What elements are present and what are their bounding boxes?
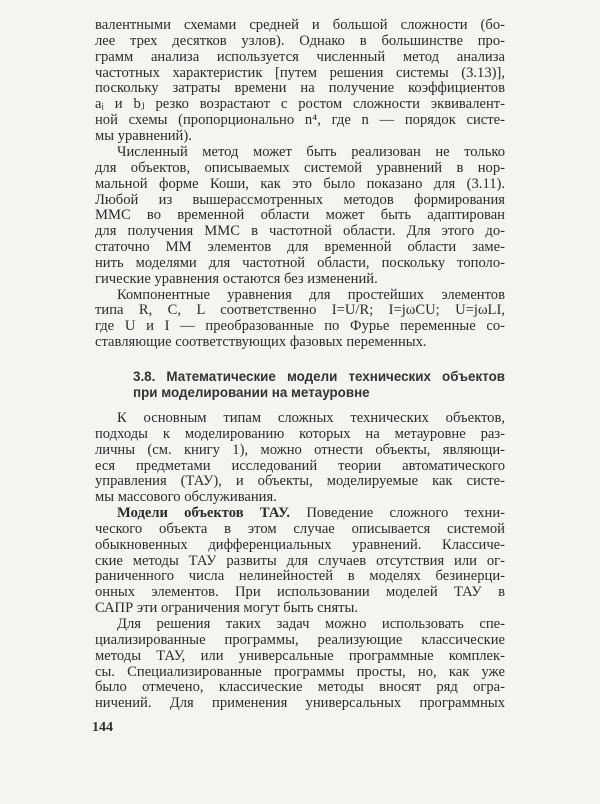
section-heading — [133, 369, 505, 401]
text-line: обыкновенных дифференциальных уравнений. Классиче- — [95, 536, 505, 553]
text-line: ничений. Для применения универсальных программных — [95, 695, 505, 712]
text-line: личны (см. книгу 1), можно отнести объекты, являющи- — [95, 441, 505, 458]
text-line: раниченного числа нелинейностей в моделях безинерци- — [95, 568, 505, 585]
text-line: для объектов, описываемых системой уравнений в нор- — [95, 159, 505, 176]
heading-line: 3.8. Математические модели технических объектов — [133, 369, 505, 384]
text-line: aᵢ и bⱼ резко возрастают с ростом сложности эквивалент- — [95, 96, 505, 113]
text-line: валентными схемами средней и большой сложности (бо- — [95, 17, 505, 33]
text-line: гические уравнения остаются без изменений. — [95, 270, 378, 287]
paragraph — [95, 145, 505, 288]
page-number: 144 — [92, 720, 113, 735]
text-line: нить моделями для частотной области, поскольку тополо- — [95, 254, 505, 271]
text-line: мальной форме Коши, как это было показано для (3.11). — [95, 175, 505, 192]
text-line: Любой из вышерассмотренных методов формирования — [95, 191, 505, 208]
text-line: циализированные программы, реализующие классические — [95, 631, 505, 648]
text-line: еся предметами исследований теории автоматического — [95, 457, 505, 474]
text-line: Для решения таких задач можно использовать спе- — [117, 616, 505, 632]
text-line: частотных характеристик [путем решения системы (3.13)], — [95, 64, 505, 81]
text-line: ной схемы (пропорционально n⁴, где n — порядок систе- — [95, 112, 505, 129]
text-line: ческого объекта в этом случае описывается системой — [95, 520, 505, 537]
paragraph — [95, 18, 505, 145]
run-in-heading: Модели объектов ТАУ. — [117, 505, 291, 521]
text-line: было отмечено, классические методы вносят ряд огра- — [95, 679, 505, 696]
paragraph — [95, 506, 505, 617]
text-line: ММС во временной области может быть адаптирован — [95, 207, 505, 224]
paragraph — [95, 617, 505, 712]
paragraph — [95, 288, 505, 351]
text-line: ставляющие соответствующих фазовых переменных. — [95, 334, 427, 351]
text-line: статочно ММ элементов для временно́й области заме- — [95, 239, 505, 256]
paragraph — [95, 411, 505, 506]
text-line: грамм анализа используется численный метод анализа — [95, 48, 505, 65]
text-line: САПР эти ограничения могут быть сняты. — [95, 600, 359, 617]
text-line: поскольку затраты времени на получение коэффициентов — [95, 80, 505, 97]
text-line: ские методы ТАУ развиты для случаев отсутствия или ог- — [95, 552, 505, 569]
text-line: онных элементов. При использовании моделей ТАУ в — [95, 584, 505, 601]
text-line: мы уравнений). — [95, 127, 192, 144]
text-line: мы массового обслуживания. — [95, 489, 277, 506]
heading-line: при моделировании на метауровне — [133, 385, 370, 400]
text-line: управления (ТАУ), и объекты, моделируемые как систе- — [95, 473, 505, 490]
text-line: типа R, C, L соответственно I=U/R; I=jωCU; U=jωLI, — [95, 302, 505, 319]
text-line: где U и I — преобразованные по Фурье переменные со- — [95, 318, 505, 335]
text-line: для получения ММС в частотной области. Для этого до- — [95, 223, 505, 240]
text-line: сы. Специализированные программы просты, но, как уже — [95, 663, 505, 680]
text-line: Компонентные уравнения для простейших элементов — [117, 286, 505, 303]
text-run: Поведение сложного техни- — [290, 505, 505, 521]
text-line: лее трех десятков узлов). Однако в большинстве про- — [95, 32, 505, 49]
text-line: Численный метод может быть реализован не только — [117, 144, 505, 160]
text-line: К основным типам сложных технических объектов, — [117, 410, 505, 426]
text-line: подходы к моделированию которых на метауровне раз- — [95, 425, 505, 442]
text-line: методы ТАУ, или универсальные программные комплек- — [95, 647, 505, 664]
text-line — [95, 506, 505, 522]
